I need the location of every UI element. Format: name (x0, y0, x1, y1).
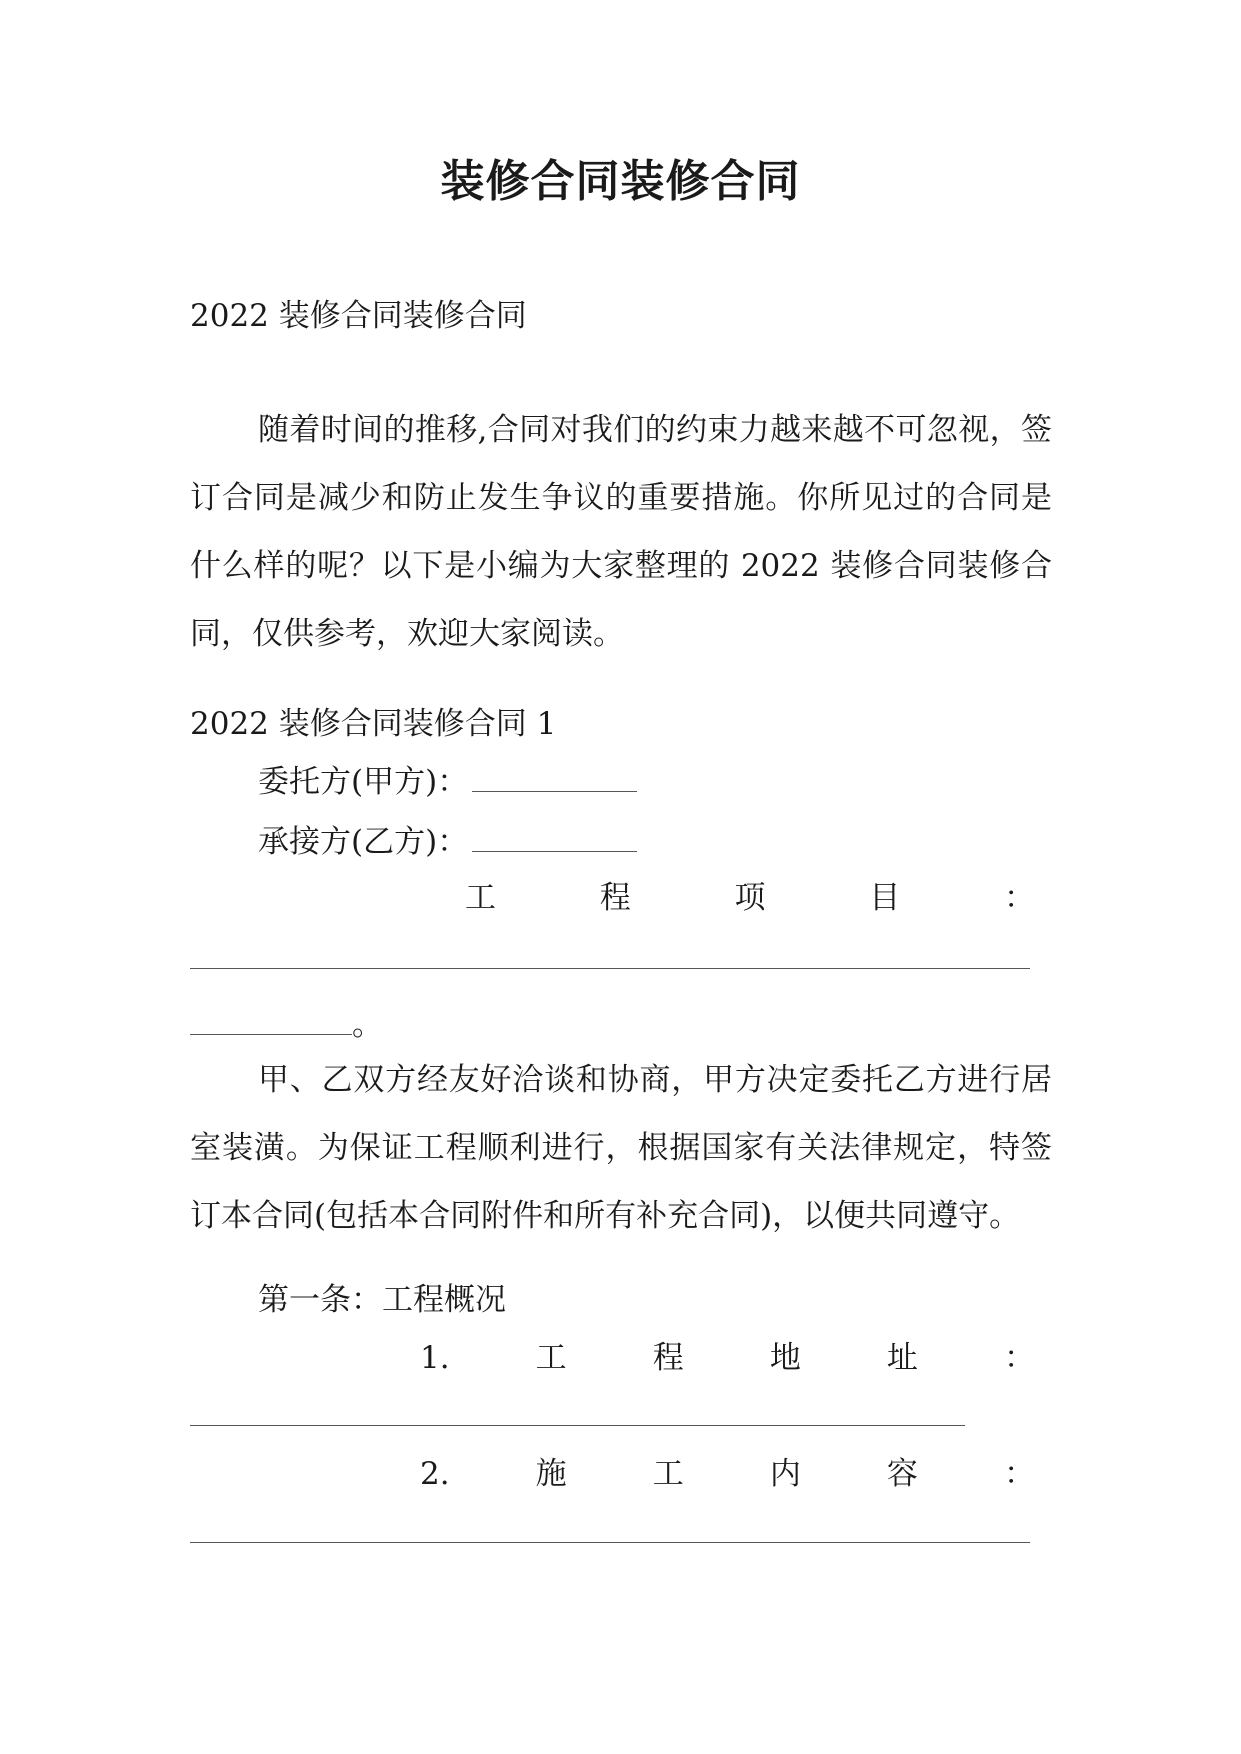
item-2-label (420, 1454, 1035, 1494)
item-1-number: 1. (420, 1340, 450, 1376)
item-2-number: 2. (420, 1456, 450, 1492)
item-2-blank-line (190, 1542, 1030, 1543)
item-1-label (420, 1338, 1035, 1378)
project-label-char: 目 (869, 880, 901, 916)
project-label-char: 项 (734, 880, 766, 916)
intro-paragraph: 随着时间的推移,合同对我们的约束力越来越不可忽视，签订合同是减少和防止发生争议的重要措施。你所见过的合同是什么样的呢？以下是小编为大家整理的 2022 装修合同装修合同，仅供参考，欢迎大家阅读。 (190, 412, 1052, 652)
item-1-char: 地 (769, 1340, 801, 1376)
contract-heading: 2022 装修合同装修合同 1 (190, 706, 557, 742)
item-1-char: 程 (652, 1340, 684, 1376)
item-2-char: 施 (535, 1456, 567, 1492)
subtitle: 2022 装修合同装修合同 (190, 298, 527, 334)
project-blank-end (190, 1005, 383, 1045)
project-blank-short (190, 1008, 352, 1035)
item-2-char: 工 (652, 1456, 684, 1492)
party-b-label: 承接方(乙方)： (258, 824, 469, 860)
article-1-heading: 第一条：工程概况 (258, 1282, 506, 1318)
party-a-blank (472, 763, 637, 792)
party-a-label: 委托方(甲方)： (258, 764, 469, 800)
project-label-char: 工 (465, 880, 496, 916)
project-label-char: 程 (599, 880, 631, 916)
party-b-blank (472, 823, 637, 852)
party-a-line (258, 762, 637, 802)
party-b-line (258, 822, 637, 862)
item-1-char: 址 (886, 1340, 918, 1376)
project-label (465, 878, 1035, 918)
end-mark: 。 (352, 1007, 383, 1043)
item-1-blank-line (190, 1425, 965, 1426)
item-2-char: ： (1003, 1456, 1035, 1492)
item-2-char: 内 (769, 1456, 801, 1492)
item-1-char: 工 (535, 1340, 567, 1376)
item-2-char: 容 (886, 1456, 918, 1492)
document-title: 装修合同装修合同 (440, 156, 801, 207)
project-blank-line (190, 968, 1030, 969)
project-label-char: ： (1004, 880, 1035, 916)
body-paragraph: 甲、乙双方经友好洽谈和协商，甲方决定委托乙方进行居室装潢。为保证工程顺利进行，根据国家有关法律规定，特签订本合同(包括本合同附件和所有补充合同)，以便共同遵守。 (190, 1062, 1052, 1234)
item-1-char: ： (1003, 1340, 1035, 1376)
